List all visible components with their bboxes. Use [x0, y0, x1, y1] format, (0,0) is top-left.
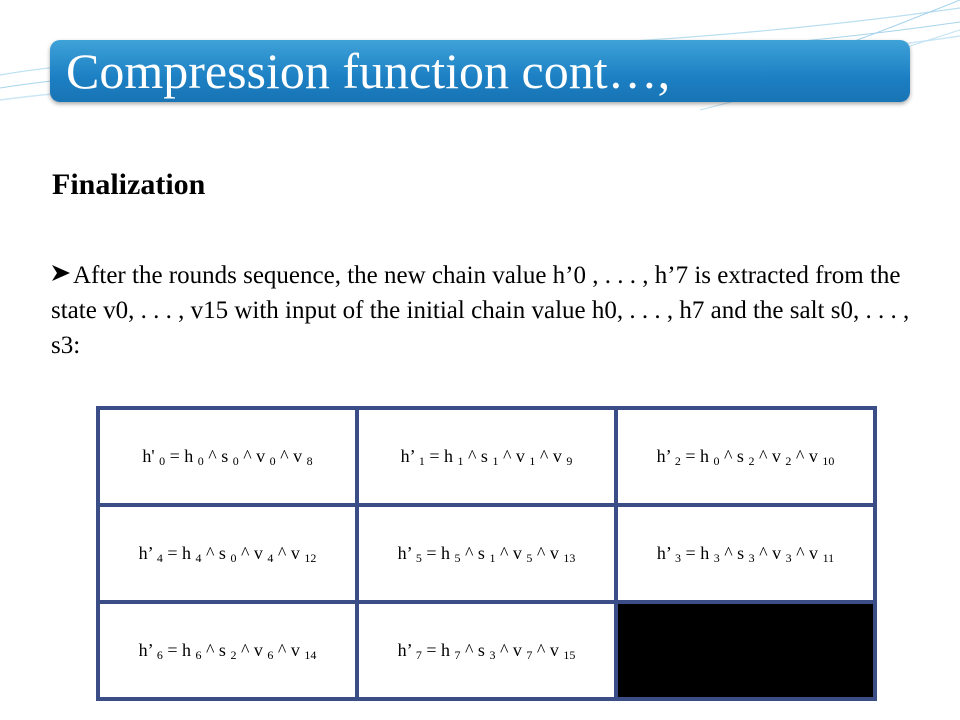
equation-text: h’ — [656, 543, 676, 563]
title-bar — [50, 40, 910, 102]
equation-text: = h — [680, 446, 714, 466]
equation-text: ^ v — [238, 446, 270, 466]
equation-text: ^ v — [236, 640, 268, 660]
subscript: 5 — [415, 551, 422, 565]
subscript: 10 — [822, 454, 835, 468]
subscript: 14 — [304, 648, 317, 662]
equation-text: ^ v — [754, 446, 786, 466]
equation-cell — [357, 505, 616, 602]
subscript: 4 — [156, 551, 163, 565]
equation-cell — [357, 602, 616, 699]
equation-text: ^ v — [495, 543, 527, 563]
equation-text: h' — [142, 446, 160, 466]
subscript: 1 — [418, 454, 425, 468]
slide-title: Compression function cont…, — [66, 43, 671, 99]
equation-text: = h — [162, 543, 196, 563]
subscript: 12 — [304, 551, 317, 565]
equation-text: = h — [424, 446, 458, 466]
subscript: 5 — [454, 551, 461, 565]
arrow-bullet-icon — [51, 264, 71, 282]
subscript: 3 — [489, 648, 496, 662]
subscript: 8 — [306, 454, 313, 468]
equation-cell — [616, 408, 875, 505]
subscript: 0 — [713, 454, 720, 468]
bullet-paragraph — [51, 258, 913, 363]
bullet-text: After the rounds sequence, the new chain value h’0 , . . . , h’7 is extracted from the state v0, . . . , v15 with input of the initial chain value h0, . . . , h7 and the salt s0, . . . , s3: — [51, 262, 910, 359]
subscript: 6 — [156, 648, 163, 662]
subscript: 3 — [785, 551, 792, 565]
equation-text: ^ v — [273, 543, 305, 563]
equation-cell — [98, 408, 357, 505]
equation-text: ^ s — [460, 640, 490, 660]
equation-text: ^ v — [532, 543, 564, 563]
subscript: 7 — [415, 648, 422, 662]
equation-text: ^ v — [754, 543, 786, 563]
subscript: 1 — [529, 454, 536, 468]
subscript: 4 — [267, 551, 274, 565]
equation-cell — [616, 505, 875, 602]
equation-text: h’ — [138, 543, 157, 563]
subscript: 2 — [674, 454, 681, 468]
subscript: 0 — [159, 454, 166, 468]
equation-text: ^ s — [460, 543, 490, 563]
equation-text: ^ s — [719, 446, 749, 466]
equation-text: ^ s — [201, 640, 231, 660]
equation-text: h’ — [397, 640, 416, 660]
equation-text: ^ s — [203, 446, 233, 466]
subscript: 7 — [454, 648, 461, 662]
equation-text: ^ v — [535, 446, 567, 466]
subscript: 13 — [563, 551, 576, 565]
equation-text: h’ — [138, 640, 157, 660]
equation-text: ^ v — [532, 640, 564, 660]
equation-text: ^ s — [719, 543, 749, 563]
equation-text: = h — [421, 543, 455, 563]
subscript: 0 — [232, 454, 239, 468]
equation-text: = h — [162, 640, 196, 660]
subscript: 15 — [563, 648, 576, 662]
section-heading: Finalization — [52, 168, 206, 201]
equation-text: = h — [681, 543, 714, 563]
table-row — [98, 408, 875, 505]
equation-table — [96, 406, 877, 701]
equation-text: ^ v — [275, 446, 307, 466]
subscript: 7 — [526, 648, 533, 662]
equation-text: ^ v — [495, 640, 527, 660]
subscript: 2 — [785, 454, 792, 468]
subscript: 9 — [566, 454, 573, 468]
equation-text: ^ v — [791, 446, 823, 466]
subscript: 4 — [195, 551, 202, 565]
equation-text: ^ s — [201, 543, 231, 563]
equation-text: ^ v — [236, 543, 268, 563]
equation-cell — [357, 408, 616, 505]
equation-text: ^ v — [791, 543, 823, 563]
subscript: 2 — [748, 454, 755, 468]
equation-cell — [98, 505, 357, 602]
table-row — [98, 602, 875, 699]
equation-text: h’ — [397, 543, 416, 563]
equation-text: = h — [165, 446, 198, 466]
subscript: 1 — [489, 551, 496, 565]
subscript: 0 — [230, 551, 237, 565]
subscript: 6 — [195, 648, 202, 662]
subscript: 5 — [526, 551, 533, 565]
equation-text: h’ — [656, 446, 675, 466]
equation-text: = h — [421, 640, 455, 660]
empty-cell — [616, 602, 875, 699]
equation-text: h’ — [400, 446, 419, 466]
subscript: 3 — [713, 551, 720, 565]
subscript: 0 — [197, 454, 204, 468]
equation-text: ^ v — [273, 640, 305, 660]
subscript: 1 — [457, 454, 464, 468]
subscript: 0 — [269, 454, 276, 468]
subscript: 3 — [675, 551, 682, 565]
table-row — [98, 505, 875, 602]
subscript: 1 — [492, 454, 499, 468]
equation-text: ^ v — [498, 446, 530, 466]
subscript: 11 — [822, 551, 835, 565]
subscript: 2 — [230, 648, 237, 662]
subscript: 6 — [267, 648, 274, 662]
subscript: 3 — [748, 551, 755, 565]
equation-text: ^ s — [463, 446, 493, 466]
equation-cell — [98, 602, 357, 699]
